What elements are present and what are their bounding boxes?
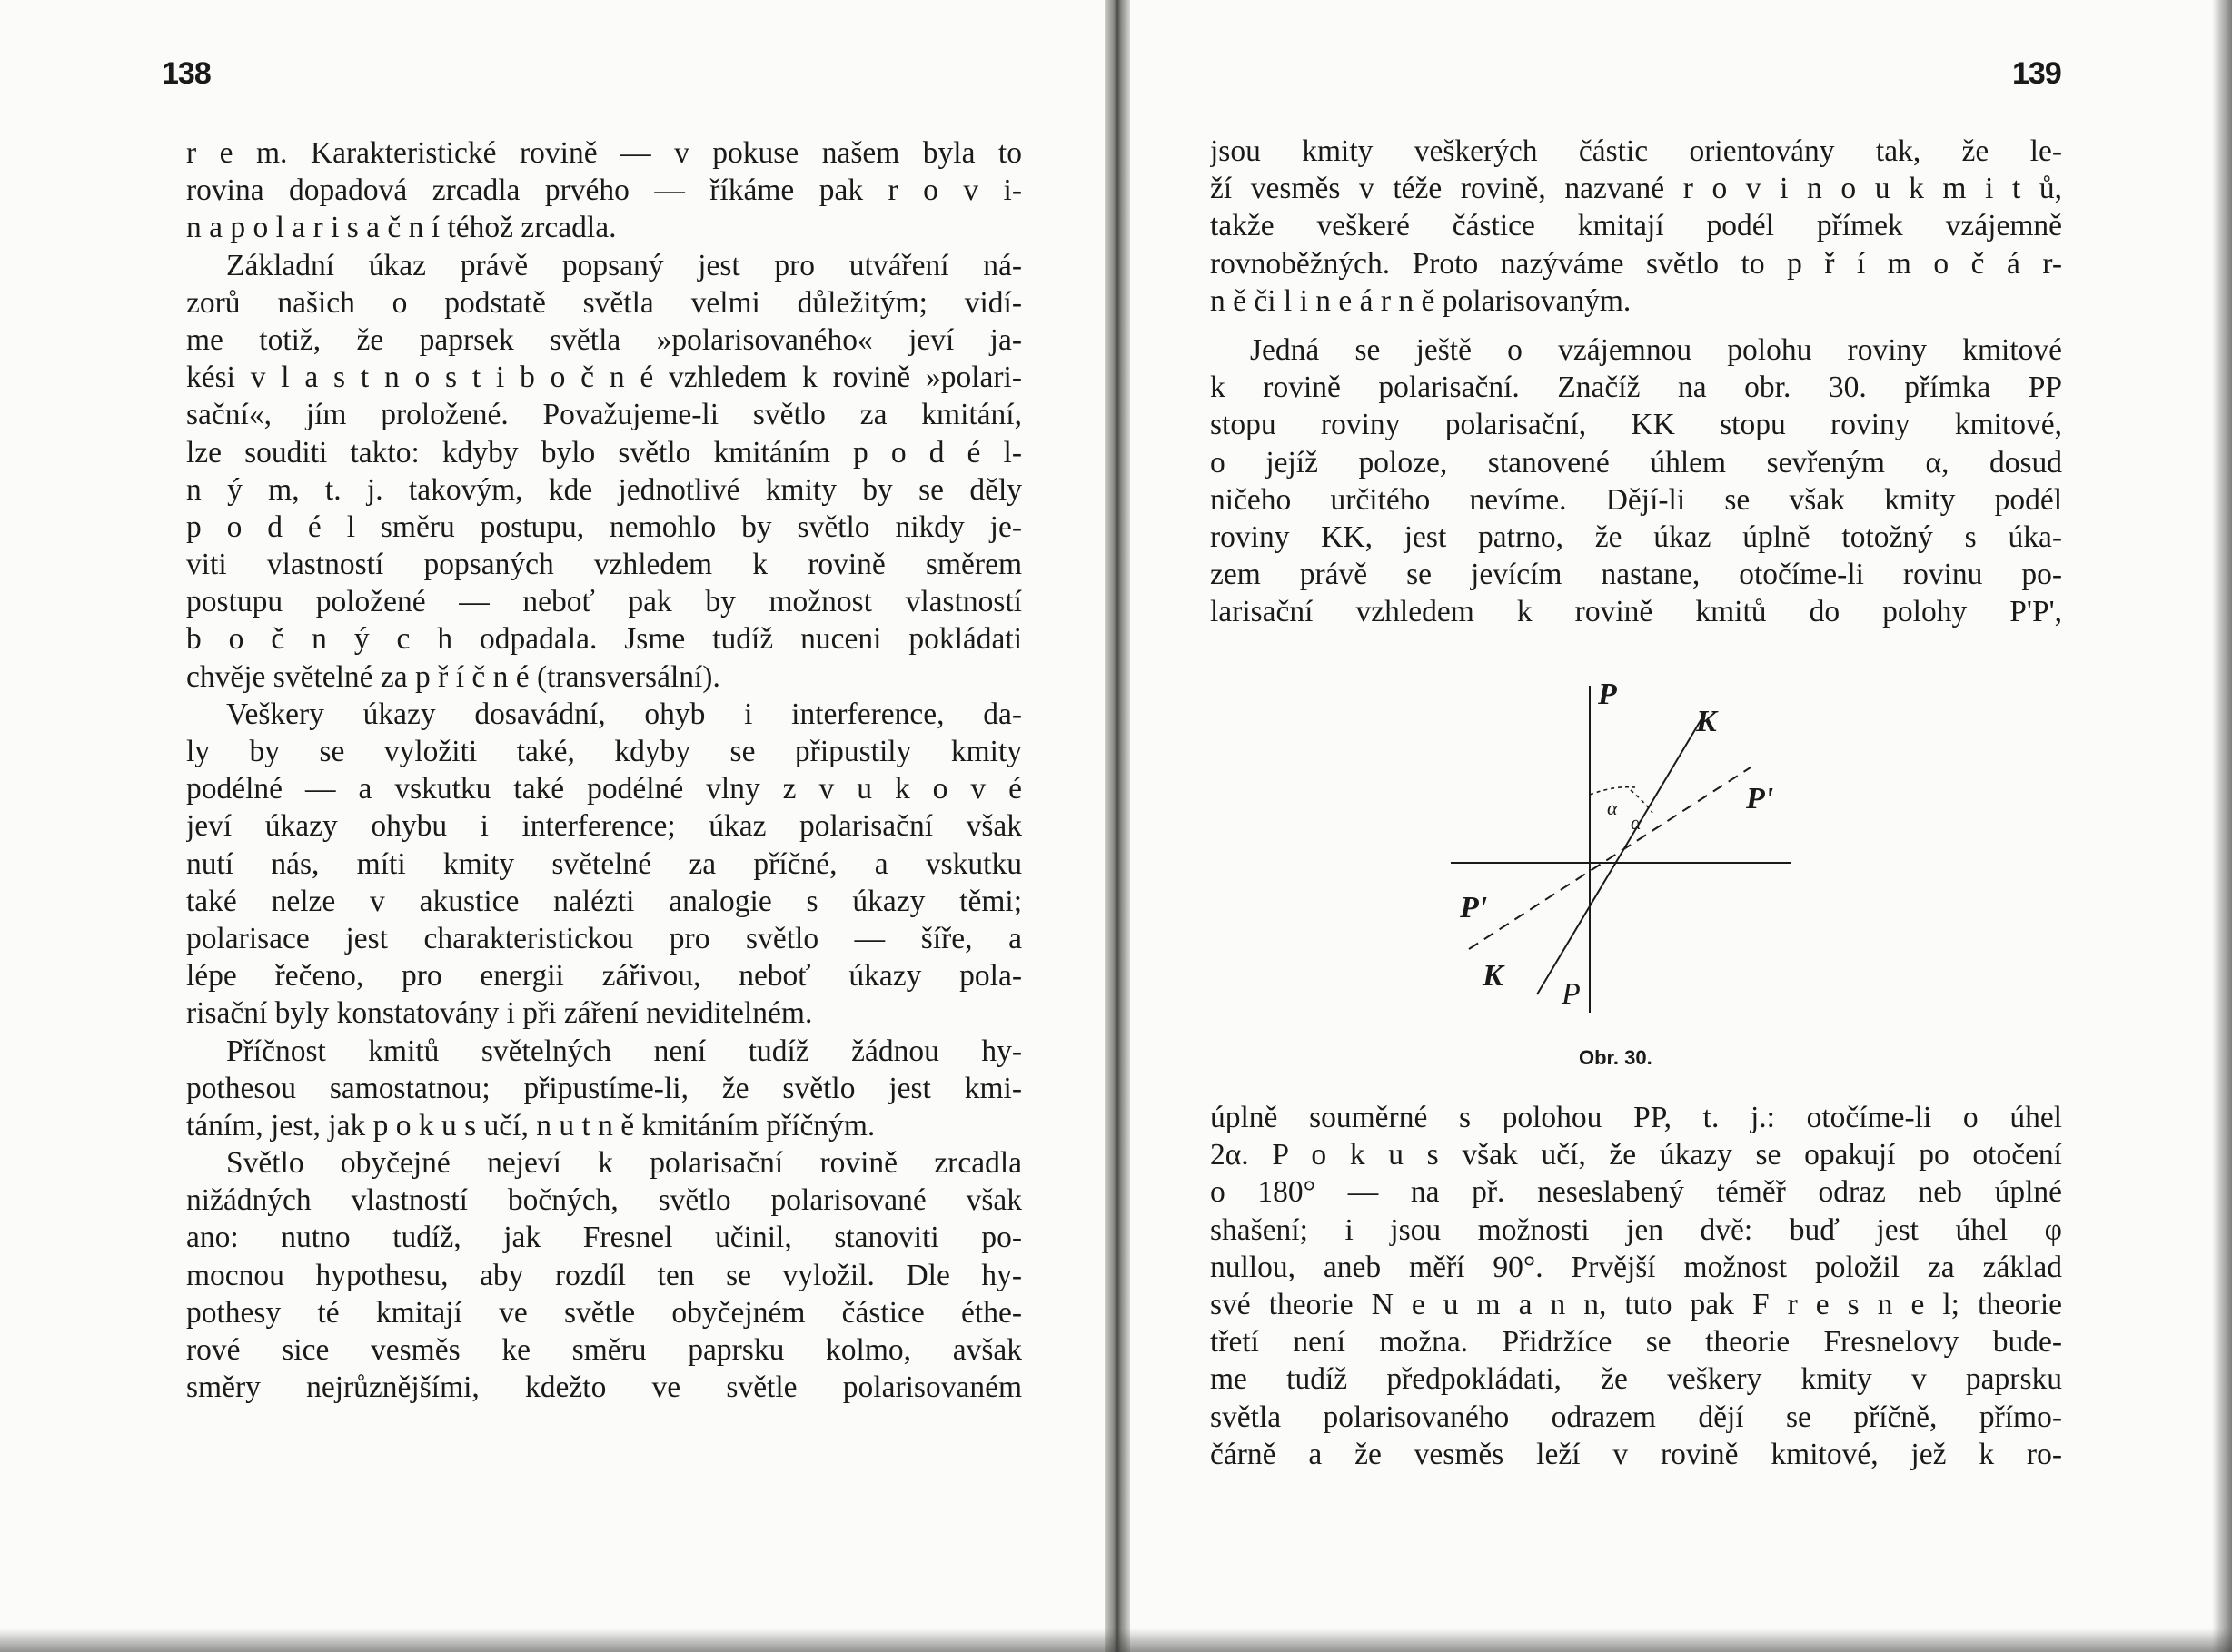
right-paragraph-1 bbox=[1210, 133, 2062, 320]
text-line: risační byly konstatovány i při záření neviditelném. bbox=[186, 996, 813, 1031]
text-line: p o d é l směru postupu, nemohlo by světlo nikdy je- bbox=[186, 509, 1022, 544]
text-line: táním, jest, jak p o k u s učí, n u t n ě kmitáním příčným. bbox=[186, 1108, 876, 1143]
text-line: pothesy té kmitají ve světle obyčejném částice éthe- bbox=[186, 1295, 1022, 1330]
text-line: mocnou hypothesu, aby rozdíl ten se vyložil. Dle hy- bbox=[186, 1258, 1022, 1292]
right-paragraph-3 bbox=[1210, 1099, 2062, 1473]
text-line: k rovině polarisační. Značíž na obr. 30. přímka PP bbox=[1210, 371, 2062, 405]
text-line: Veškery úkazy dosavádní, ohyb i interference, da- bbox=[226, 697, 1022, 731]
text-line: Jedná se ještě o vzájemnou polohu roviny kmitové bbox=[1250, 333, 2062, 367]
text-line: rovnoběžných. Proto nazýváme světlo to p ř í m o č á r- bbox=[1210, 246, 2062, 281]
text-line: shašení; i jsou možnosti jen dvě: buď jest úhel φ bbox=[1210, 1212, 2062, 1247]
angle-arc-1 bbox=[1590, 787, 1635, 795]
text-line: světla polarisovaného odrazem dějí se příčně, přímo- bbox=[1210, 1400, 2062, 1434]
text-line: chvěje světelné za p ř í č n é (transversální). bbox=[186, 659, 720, 694]
text-line: třetí není možna. Přidržíce se theorie Fresnelovy bude- bbox=[1210, 1325, 2062, 1360]
left-page-text bbox=[186, 134, 1022, 1406]
label-p-prime-right: P' bbox=[1746, 782, 1774, 816]
line-p-prime bbox=[1469, 767, 1751, 949]
text-line: zem právě se jevícím nastane, otočíme-li rovinu po- bbox=[1210, 558, 2062, 592]
line-kk bbox=[1537, 713, 1705, 994]
text-line: b o č n ý c h odpadala. Jsme tudíž nuceni pokládati bbox=[186, 622, 1022, 657]
text-line: ží vesměs v téže rovině, nazvané r o v i n o u k m i t ů, bbox=[1210, 172, 2062, 206]
text-line: jsou kmity veškerých částic orientovány tak, že le- bbox=[1210, 134, 2062, 168]
text-line: nižádných vlastností bočných, světlo polarisované však bbox=[186, 1183, 1022, 1218]
text-line: lépe řečeno, pro energii zářivou, neboť úkazy pola- bbox=[186, 959, 1022, 994]
text-line: sační«, jím proložené. Považujeme-li světlo za kmitání, bbox=[186, 398, 1022, 432]
text-line: čárně a že vesměs leží v rovině kmitové, jež k ro- bbox=[1210, 1437, 2062, 1471]
text-line: také nelze v akustice nalézti analogie s úkazy těmi; bbox=[186, 884, 1022, 918]
text-line: zorů našich o podstatě světla velmi důležitým; vidí- bbox=[186, 285, 1022, 320]
right-page bbox=[1119, 0, 2232, 1652]
label-p-top: P bbox=[1598, 678, 1617, 711]
text-line: me tudíž předpokládati, že veškery kmity v paprsku bbox=[1210, 1362, 2062, 1397]
text-line: postupu položené — neboť pak by možnost vlastností bbox=[186, 585, 1022, 619]
text-line: nutí nás, míti kmity světelné za příčné, a vskutku bbox=[186, 846, 1022, 881]
text-line: Příčnost kmitů světelných není tudíž žádnou hy- bbox=[226, 1034, 1022, 1068]
text-line: stopu roviny polarisační, KK stopu roviny kmitové, bbox=[1210, 408, 2062, 442]
text-line: r e m. Karakteristické rovině — v pokuse našem byla to bbox=[186, 136, 1022, 170]
bottom-edge-shadow bbox=[0, 1628, 2232, 1652]
text-line: viti vlastností popsaných vzhledem k rovině směrem bbox=[186, 548, 1022, 582]
text-line: ničeho určitého nevíme. Dějí-li se však kmity podél bbox=[1210, 482, 2062, 517]
figure-30 bbox=[1451, 677, 1832, 1058]
page-edge-shadow bbox=[2212, 0, 2232, 1652]
figure-caption: Obr. 30. bbox=[1579, 1046, 1652, 1069]
text-line: směry nejrůznějšími, kdežto ve světle polarisovaném bbox=[186, 1370, 1022, 1405]
label-k-bottom: K bbox=[1483, 959, 1503, 993]
label-k-top: K bbox=[1696, 705, 1717, 738]
text-line: takže veškeré částice kmitají podél přímek vzájemně bbox=[1210, 209, 2062, 243]
text-line: ano: nutno tudíž, jak Fresnel učinil, stanoviti po- bbox=[186, 1221, 1022, 1255]
text-line: Základní úkaz právě popsaný jest pro utváření ná- bbox=[226, 248, 1022, 282]
label-p-prime-left: P' bbox=[1460, 891, 1488, 925]
text-line: ly by se vyložiti také, kdyby se připustily kmity bbox=[186, 735, 1022, 768]
label-alpha-2: α bbox=[1631, 811, 1642, 834]
label-alpha-1: α bbox=[1607, 796, 1618, 819]
right-paragraph-2 bbox=[1210, 331, 2062, 631]
page-number-left: 138 bbox=[162, 56, 211, 91]
text-line: rové sice vesměs ke směru paprsku kolmo, avšak bbox=[186, 1333, 1022, 1367]
text-line: pothesou samostatnou; připustíme-li, že světlo jest kmi- bbox=[186, 1071, 1022, 1105]
text-line: n a p o l a r i s a č n í téhož zrcadla. bbox=[186, 211, 617, 245]
text-line: me totiž, že paprsek světla »polarisovaného« jeví ja- bbox=[186, 322, 1022, 357]
text-line: rovina dopadová zrcadla prvého — říkáme pak r o v i- bbox=[186, 173, 1022, 208]
page-number-right: 139 bbox=[2012, 56, 2061, 91]
text-line: podélné — a vskutku také podélné vlny z v u k o v é bbox=[186, 772, 1022, 806]
text-line: roviny KK, jest patrno, že úkaz úplně totožný s úka- bbox=[1210, 519, 2062, 554]
text-line: Světlo obyčejné nejeví k polarisační rovině zrcadla bbox=[226, 1146, 1022, 1181]
text-line: úplně souměrné s polohou PP, t. j.: otočíme-li o úhel bbox=[1210, 1101, 2062, 1134]
text-line: o jejíž poloze, stanovené úhlem sevřeným α, dosud bbox=[1210, 445, 2062, 480]
text-line: jeví úkazy ohybu i interference; úkaz polarisační však bbox=[186, 809, 1022, 844]
text-line: nullou, aneb měří 90°. Prvější možnost položil za základ bbox=[1210, 1250, 2062, 1284]
label-p-bottom: P bbox=[1562, 977, 1581, 1011]
text-line: lze souditi takto: kdyby bylo světlo kmitáním p o d é l- bbox=[186, 435, 1022, 470]
text-line: n ě či l i n e á r n ě polarisovaným. bbox=[1210, 283, 1632, 318]
text-line: o 180° — na př. neseslabený téměř odraz neb úplné bbox=[1210, 1175, 2062, 1210]
polarization-diagram bbox=[1451, 677, 1832, 1022]
text-line: své theorie N e u m a n n, tuto pak F r e s n e l; theorie bbox=[1210, 1287, 2062, 1321]
text-line: kési v l a s t n o s t i b o č n é vzhledem k rovině »polari- bbox=[186, 361, 1022, 395]
text-line: 2α. P o k u s však učí, že úkazy se opakují po otočení bbox=[1210, 1138, 2062, 1172]
text-line: polarisace jest charakteristickou pro světlo — šíře, a bbox=[186, 921, 1022, 955]
angle-arc-2 bbox=[1631, 790, 1652, 813]
text-line: larisační vzhledem k rovině kmitů do polohy P'P', bbox=[1210, 595, 2062, 629]
book-gutter bbox=[1105, 0, 1130, 1652]
text-line: n ý m, t. j. takovým, kde jednotlivé kmity by se děly bbox=[186, 472, 1022, 507]
